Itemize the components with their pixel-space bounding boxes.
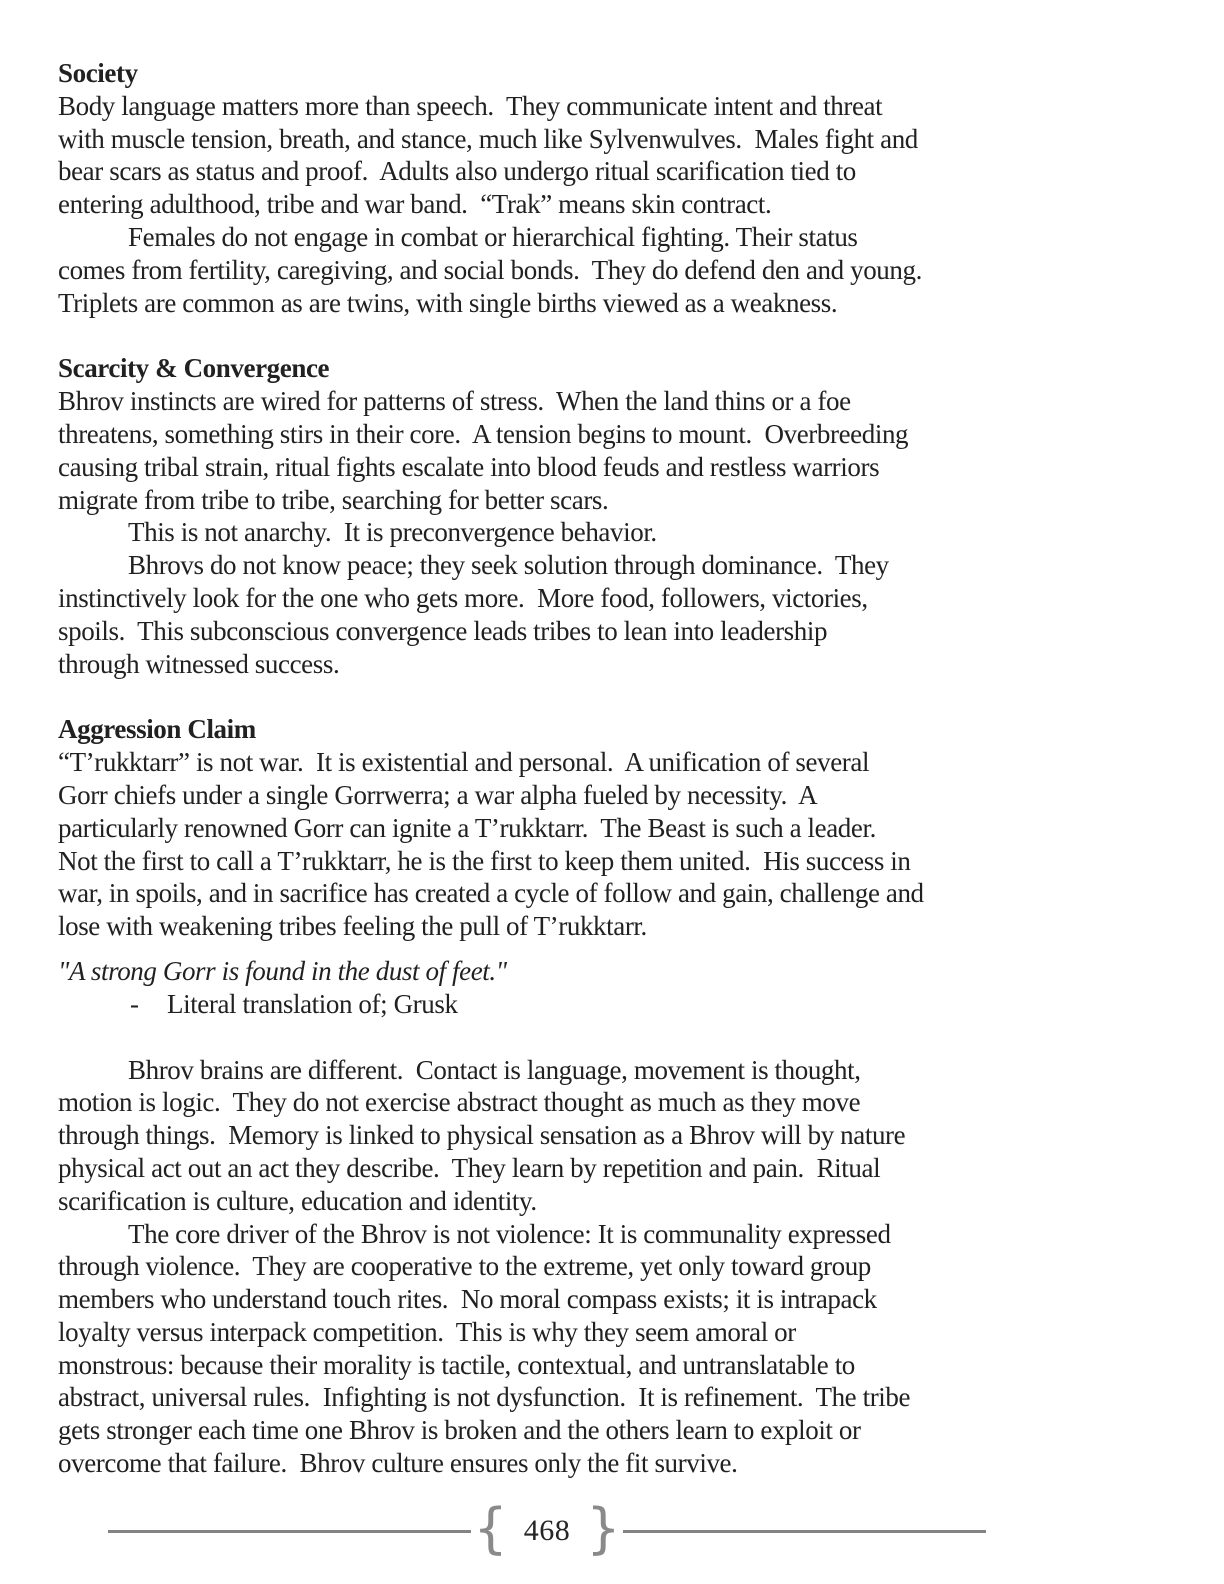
paragraph-line: members who understand touch rites. No moral compass exists; it is intrapack [58,1284,877,1315]
paragraph-line: “T’rukktarr” is not war. It is existential and personal. A unification of several [58,747,870,778]
list-dash: - [130,988,139,1019]
page-content [58,57,1178,1480]
page-footer [108,1497,986,1560]
paragraph-line: motion is logic. They do not exercise abstract thought as much as they move [58,1087,861,1118]
paragraph-line: monstrous: because their morality is tactile, contextual, and untranslatable to [58,1349,855,1380]
paragraph-line: lose with weakening tribes feeling the pull of T’rukktarr. [58,911,647,942]
footer-rule-right [623,1530,986,1533]
paragraph-line: loyalty versus interpack competition. This is why they seem amoral or [58,1316,796,1347]
paragraph-line: comes from fertility, caregiving, and social bonds. They do defend den and young. [58,254,922,285]
paragraph-line: migrate from tribe to tribe, searching for better scars. [58,484,609,515]
paragraph-line: physical act out an act they describe. They learn by repetition and pain. Ritual [58,1152,881,1183]
paragraph-line: gets stronger each time one Bhrov is broken and the others learn to exploit or [58,1415,861,1446]
section [58,57,1178,319]
section-heading: Aggression Claim [58,714,256,745]
paragraph-line: causing tribal strain, ritual fights escalate into blood feuds and restless warriors [58,451,880,482]
section [58,352,1178,680]
page-number-bracket-left-icon: { [473,1497,508,1560]
paragraph-line: Bhrovs do not know peace; they seek solution through dominance. They [128,550,889,581]
paragraph-line: Bhrov brains are different. Contact is language, movement is thought, [128,1054,861,1085]
paragraph-line: Not the first to call a T’rukktarr, he is the first to keep them united. His success in [58,845,911,876]
paragraph-line: through violence. They are cooperative to the extreme, yet only toward group [58,1251,871,1282]
section [58,1054,1178,1480]
paragraph-line: This is not anarchy. It is preconvergence behavior. [128,517,657,548]
paragraph-line: Body language matters more than speech. They communicate intent and threat [58,90,883,121]
paragraph-line: scarification is culture, education and identity. [58,1185,537,1216]
paragraph-line: spoils. This subconscious convergence leads tribes to lean into leadership [58,615,828,646]
section-heading: Scarcity & Convergence [58,353,330,384]
section [58,713,1178,943]
paragraph-line: The core driver of the Bhrov is not violence: It is communality expressed [128,1218,891,1249]
paragraph-line: bear scars as status and proof. Adults also undergo ritual scarification tied to [58,156,856,187]
paragraph-line: instinctively look for the one who gets more. More food, followers, victories, [58,582,868,613]
paragraph-line: overcome that failure. Bhrov culture ensures only the fit survive. [58,1448,738,1479]
page-number: 468 [523,1514,571,1547]
quote-block [58,955,1178,1021]
page-number-bracket-right-icon: } [586,1497,621,1560]
paragraph-line: threatens, something stirs in their core. A tension begins to mount. Overbreeding [58,418,909,449]
paragraph-line: through witnessed success. [58,648,340,679]
paragraph-line: entering adulthood, tribe and war band. “Trak” means skin contract. [58,189,772,220]
paragraph-line: Triplets are common as are twins, with single births viewed as a weakness. [58,287,838,318]
quote-attribution-text: Literal translation of; Grusk [167,988,458,1019]
paragraph-line: through things. Memory is linked to physical sensation as a Bhrov will by nature [58,1120,906,1151]
quote-text: "A strong Gorr is found in the dust of feet." [58,955,507,986]
paragraph-line: Bhrov instincts are wired for patterns of stress. When the land thins or a foe [58,386,851,417]
footer-rule-left [108,1530,471,1533]
paragraph-line: abstract, universal rules. Infighting is not dysfunction. It is refinement. The tribe [58,1382,911,1413]
paragraph-line: with muscle tension, breath, and stance, much like Sylvenwulves. Males fight and [58,123,918,154]
quote-attribution [58,988,1178,1021]
paragraph-line: Females do not engage in combat or hierarchical fighting. Their status [128,221,858,252]
paragraph-line: Gorr chiefs under a single Gorrwerra; a war alpha fueled by necessity. A [58,779,818,810]
paragraph-line: particularly renowned Gorr can ignite a T’rukktarr. The Beast is such a leader. [58,812,876,843]
paragraph-line: war, in spoils, and in sacrifice has created a cycle of follow and gain, challenge and [58,878,924,909]
section-heading: Society [58,58,138,88]
